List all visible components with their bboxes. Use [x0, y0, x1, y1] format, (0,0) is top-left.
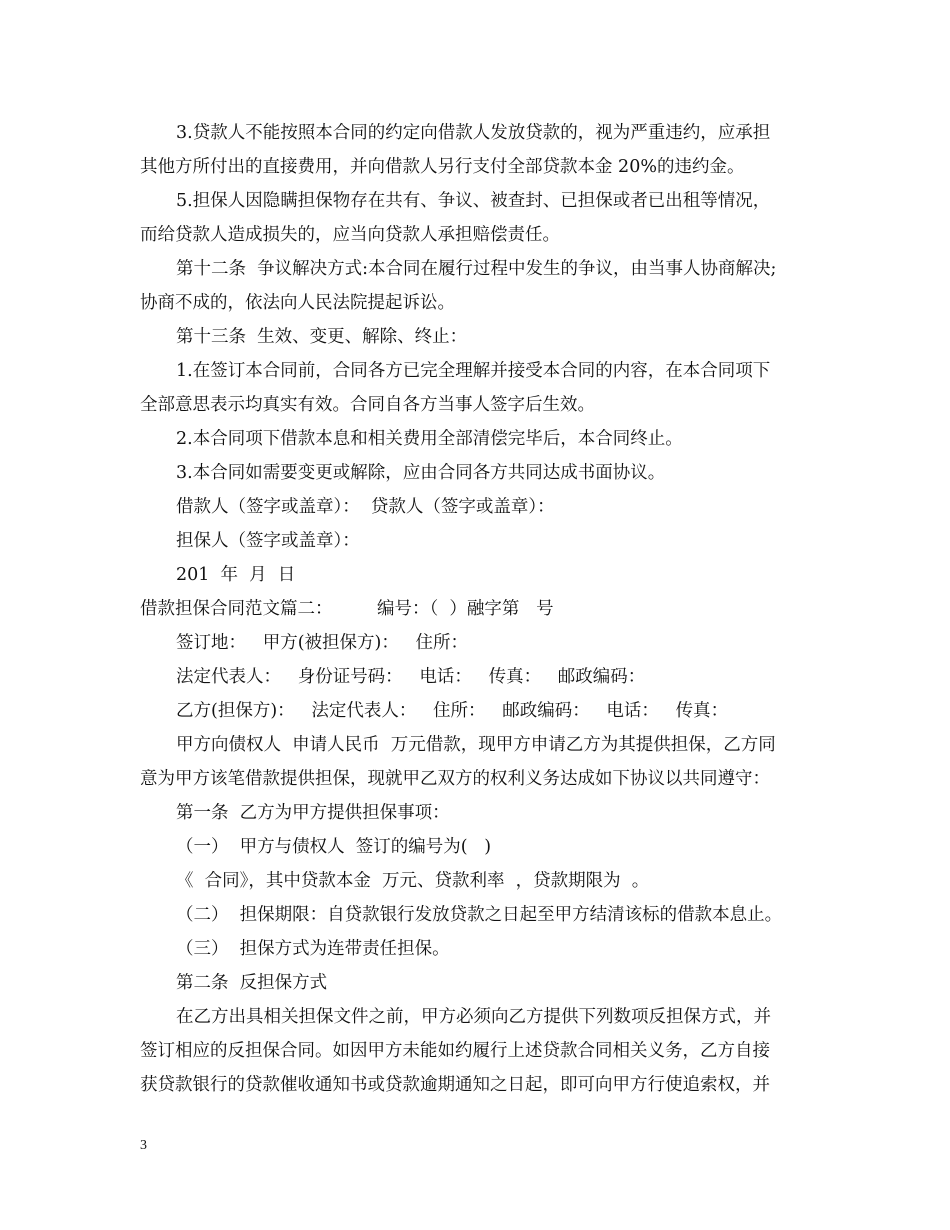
- text-line: 借款担保合同范文篇二： 编号：（ ）融字第 号: [140, 599, 554, 619]
- text-line: 5.担保人因隐瞒担保物存在共有、争议、被查封、已担保或者已出租等情况，: [176, 191, 771, 211]
- text-line: 在乙方出具相关担保文件之前，甲方必须向乙方提供下列数项反担保方式，并: [176, 1007, 771, 1027]
- document-body: [140, 116, 820, 1102]
- text-line: 2.本合同项下借款本息和相关费用全部清偿完毕后，本合同终止。: [176, 429, 683, 449]
- text-line: 全部意思表示均真实有效。合同自各方当事人签字后生效。: [140, 395, 595, 415]
- text-line: 担保人（签字或盖章）：: [176, 531, 360, 551]
- text-line: 而给贷款人造成损失的，应当向贷款人承担赔偿责任。: [140, 225, 560, 245]
- text-line: 获贷款银行的贷款催收通知书或贷款逾期通知之日起，即可向甲方行使追索权，并: [140, 1075, 770, 1095]
- text-line: 法定代表人： 身份证号码： 电话： 传真： 邮政编码：: [176, 667, 646, 687]
- text-line: （三） 担保方式为连带责任担保。: [176, 939, 450, 959]
- text-line: 签订地： 甲方(被担保方)： 住所：: [176, 633, 469, 653]
- text-line: 协商不成的，依法向人民法院提起诉讼。: [140, 293, 455, 313]
- text-line: 借款人（签字或盖章）： 贷款人（签字或盖章）：: [176, 497, 555, 517]
- text-line: 第十三条 生效、变更、解除、终止：: [176, 327, 468, 347]
- text-line: 第二条 反担保方式: [176, 973, 328, 993]
- text-line: 3.贷款人不能按照本合同的约定向借款人发放贷款的，视为严重违约，应承担: [176, 123, 771, 143]
- text-line: 1.在签订本合同前，合同各方已完全理解并接受本合同的内容，在本合同项下: [176, 361, 771, 381]
- text-line: 《 合同》，其中贷款本金 万元、贷款利率 ，贷款期限为 。: [176, 871, 650, 891]
- text-line: 签订相应的反担保合同。如因甲方未能如约履行上述贷款合同相关义务，乙方自接: [140, 1041, 770, 1061]
- text-line: （二） 担保期限：自贷款银行发放贷款之日起至甲方结清该标的借款本息止。: [176, 905, 783, 925]
- text-line: （一） 甲方与债权人 签订的编号为( ): [176, 837, 492, 857]
- text-line: 3.本合同如需要变更或解除，应由合同各方共同达成书面协议。: [176, 463, 666, 483]
- text-line: 第一条 乙方为甲方提供担保事项：: [176, 803, 450, 823]
- page-number: 3: [140, 1138, 147, 1153]
- text-line: 其他方所付出的直接费用，并向借款人另行支付全部贷款本金 20%的违约金。: [140, 157, 745, 177]
- text-line: 甲方向债权人 申请人民币 万元借款，现甲方申请乙方为其提供担保，乙方同: [176, 735, 776, 755]
- text-line: 乙方(担保方)： 法定代表人： 住所： 邮政编码： 电话： 传真：: [176, 701, 729, 721]
- text-line: 意为甲方该笔借款提供担保，现就甲乙双方的权利义务达成如下协议以共同遵守：: [140, 769, 770, 789]
- text-line: 201 年 月 日: [176, 565, 296, 585]
- text-line: 第十二条 争议解决方式:本合同在履行过程中发生的争议，由当事人协商解决;: [176, 259, 777, 279]
